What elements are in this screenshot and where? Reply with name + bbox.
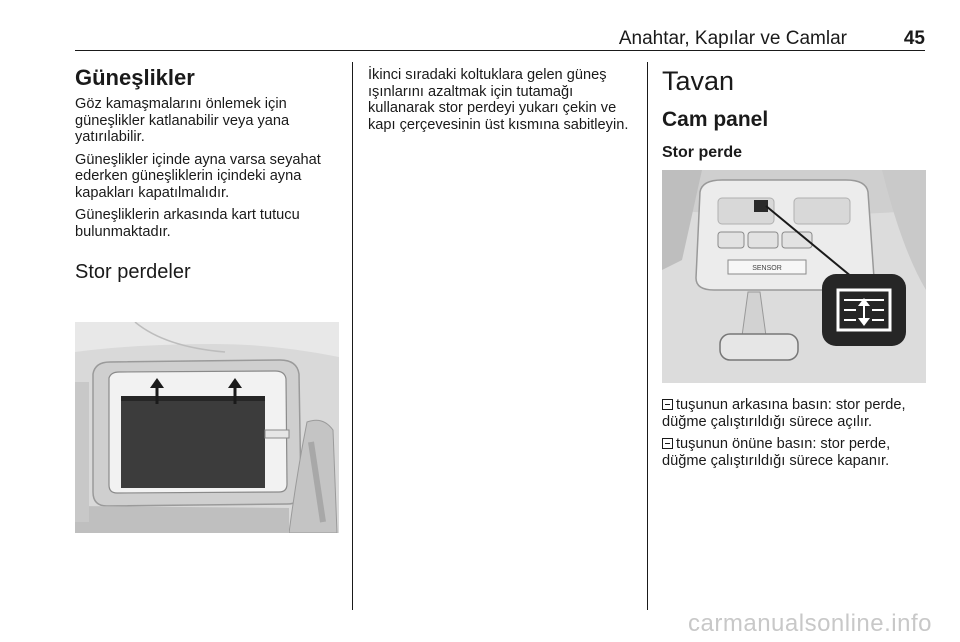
column-3-body bbox=[662, 397, 927, 469]
paragraph: Güneşlikler içinde ayna varsa seyahat ederken güneşliklerin içindeki ayna kapakları kapatılmalıdır. bbox=[75, 151, 321, 201]
column-1 bbox=[75, 65, 343, 284]
console-sensor-label: SENSOR bbox=[752, 265, 782, 272]
sunblind-switch-icon bbox=[662, 399, 673, 410]
paragraph: İkinci sıradaki koltuklara gelen güneş ışınlarını azaltmak için tutamağı kullanarak stor perdeyi yukarı çekin ve kapı çerçevesinin üst kısmına sabitleyin. bbox=[368, 67, 629, 133]
page-number: 45 bbox=[903, 28, 925, 49]
paragraph bbox=[662, 397, 927, 430]
subsection-title-sunblind: Stor perde bbox=[662, 144, 743, 161]
column-2 bbox=[368, 67, 640, 133]
paragraph bbox=[662, 436, 927, 469]
watermark: carmanualsonline.info bbox=[688, 610, 932, 637]
paragraph: Göz kamaşmalarını önlemek için güneşlikler katlanabilir veya yana yatırılabilir. bbox=[75, 96, 290, 145]
paragraph-text: tuşunun arkasına basın: stor perde, düğme çalıştırıldığı sürece açılır. bbox=[662, 397, 906, 430]
roof-console-figure bbox=[662, 170, 926, 383]
paragraph-text: tuşunun önüne basın: stor perde, düğme çalıştırıldığı sürece kapanır. bbox=[662, 436, 891, 469]
section-title-sunvisors: Güneşlikler bbox=[75, 65, 195, 90]
column-3 bbox=[662, 65, 927, 163]
column-divider-1 bbox=[352, 62, 353, 610]
paragraph: Güneşliklerin arkasında kart tutucu bulunmaktadır. bbox=[75, 207, 300, 240]
rear-window-blind-figure bbox=[75, 322, 339, 533]
sunblind-switch-icon bbox=[662, 438, 673, 449]
header-title: Anahtar, Kapılar ve Camlar bbox=[618, 28, 847, 49]
column-divider-2 bbox=[647, 62, 648, 610]
section-title-roof: Tavan bbox=[662, 66, 735, 96]
section-title-blinds: Stor perdeler bbox=[75, 261, 191, 283]
page-header bbox=[75, 28, 925, 51]
subsection-title-glass-panel: Cam panel bbox=[662, 108, 769, 131]
